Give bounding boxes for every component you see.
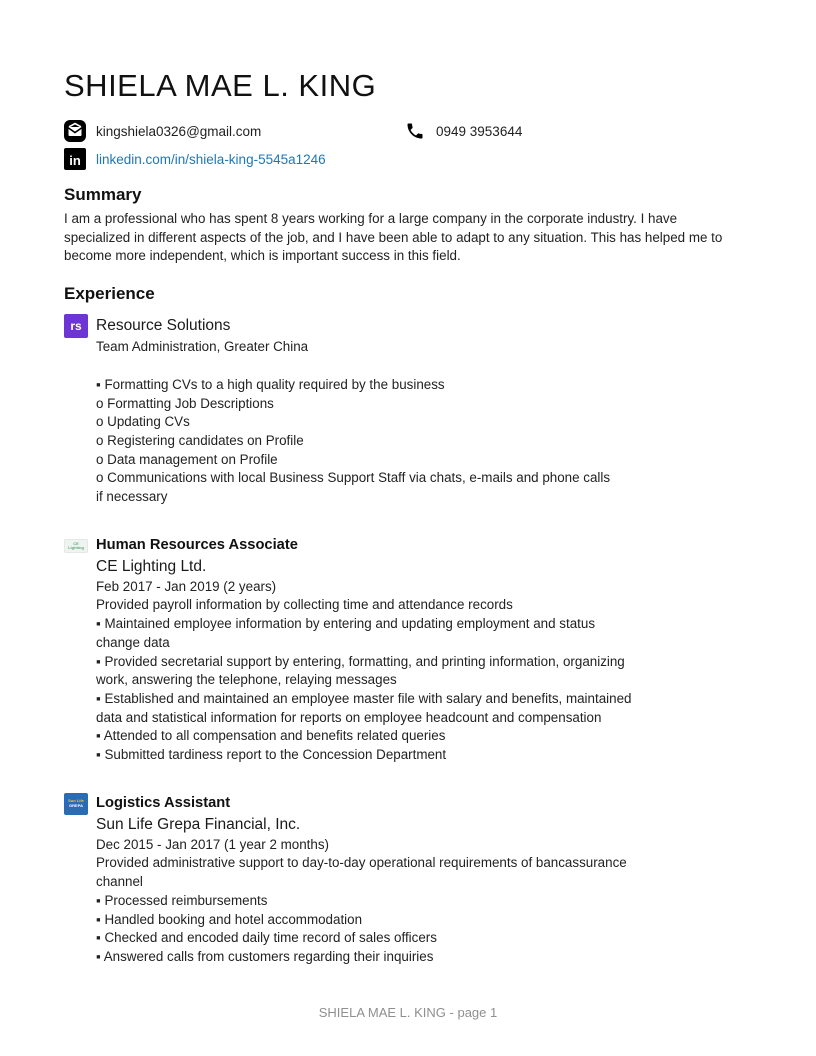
text-line: ▪ Attended to all compensation and benefits related queries <box>96 728 446 744</box>
resource-solutions-logo: rs <box>64 314 88 338</box>
text-line: ▪ Formatting CVs to a high quality required by the business <box>96 376 445 392</box>
sun-life-grepa-logo <box>64 793 88 815</box>
job-dates: Dec 2015 - Jan 2017 (1 year 2 months) <box>96 836 329 852</box>
summary-heading: Summary <box>64 185 142 204</box>
text-line: channel <box>96 874 143 890</box>
text-line: change data <box>96 634 170 650</box>
text-line: ▪ Submitted tardiness report to the Concession Department <box>96 747 447 763</box>
job-company: CE Lighting Ltd. <box>96 557 207 575</box>
text-line: become more independent, which is important success in this field. <box>64 248 461 264</box>
email-contact <box>64 120 404 142</box>
text-line: o Formatting Job Descriptions <box>96 395 274 411</box>
job-title: Human Resources Associate <box>96 536 298 553</box>
ce-lighting-logo: CE Lighting <box>64 539 88 553</box>
job-description <box>96 854 752 966</box>
contact-row-2 <box>64 148 752 170</box>
job-description <box>96 376 752 507</box>
text-line: Provided payroll information by collecting time and attendance records <box>96 597 513 613</box>
text-line: specialized in different aspects of the job, and I have been able to adapt to any situation. This has helped me to <box>64 229 723 245</box>
text-line: if necessary <box>96 489 168 505</box>
job-head-text <box>96 314 752 357</box>
text-line: o Registering candidates on Profile <box>96 432 304 448</box>
page-title: SHIELA MAE L. KING <box>64 68 377 103</box>
logo-column <box>64 792 88 855</box>
linkedin-link[interactable]: linkedin.com/in/shiela-king-5545a1246 <box>96 151 326 167</box>
job-dates: Feb 2017 - Jan 2019 (2 years) <box>96 578 277 594</box>
email-text: kingshiela0326@gmail.com <box>96 123 262 139</box>
job-title: Resource Solutions <box>96 317 231 335</box>
text-line: Provided administrative support to day-to-day operational requirements of bancassurance <box>96 855 627 871</box>
logo-column <box>64 314 88 357</box>
page-footer: SHIELA MAE L. KING - page 1 <box>318 1005 498 1020</box>
text-line: o Updating CVs <box>96 414 190 430</box>
job-head <box>64 314 752 357</box>
text-line: o Data management on Profile <box>96 451 278 467</box>
text-line: ▪ Maintained employee information by entering and updating employment and status <box>96 616 596 632</box>
text-line: o Communications with local Business Support Staff via chats, e-mails and phone calls <box>96 470 611 486</box>
job-head <box>64 534 752 597</box>
experience-heading: Experience <box>64 284 155 304</box>
experience-entry-resource-solutions <box>64 314 752 507</box>
email-icon <box>64 120 86 142</box>
job-subtitle: Team Administration, Greater China <box>96 339 309 355</box>
text-line: ▪ Processed reimbursements <box>96 892 268 908</box>
experience-entry-ce-lighting <box>64 534 752 765</box>
job-head-text <box>96 534 752 597</box>
logo-column <box>64 534 88 597</box>
text-line: ▪ Handled booking and hotel accommodation <box>96 911 363 927</box>
contact-row-1 <box>64 120 752 142</box>
job-title: Logistics Assistant <box>96 794 231 811</box>
summary-text <box>64 210 752 266</box>
linkedin-icon: in <box>64 148 86 170</box>
job-description <box>96 596 752 764</box>
text-line: ▪ Checked and encoded daily time record of sales officers <box>96 930 437 946</box>
experience-entry-sun-life-grepa <box>64 792 752 967</box>
text-line: ▪ Established and maintained an employee master file with salary and benefits, maintained <box>96 690 632 706</box>
job-company: Sun Life Grepa Financial, Inc. <box>96 815 301 833</box>
phone-text: 0949 3953644 <box>436 123 523 139</box>
logo-text-line1: Sun Life <box>68 797 84 803</box>
phone-contact <box>404 120 522 142</box>
logo-text-line2: GREPA <box>69 802 83 808</box>
text-line: ▪ Answered calls from customers regarding their inquiries <box>96 948 434 964</box>
job-head <box>64 792 752 855</box>
text-line: work, answering the telephone, relaying messages <box>96 672 397 688</box>
text-line: data and statistical information for reports on employee headcount and compensation <box>96 709 602 725</box>
text-line: ▪ Provided secretarial support by entering, formatting, and printing information, organizing <box>96 653 625 669</box>
phone-icon <box>404 120 426 142</box>
job-head-text <box>96 792 752 855</box>
text-line: I am a professional who has spent 8 years working for a large company in the corporate industry. I have <box>64 211 678 226</box>
